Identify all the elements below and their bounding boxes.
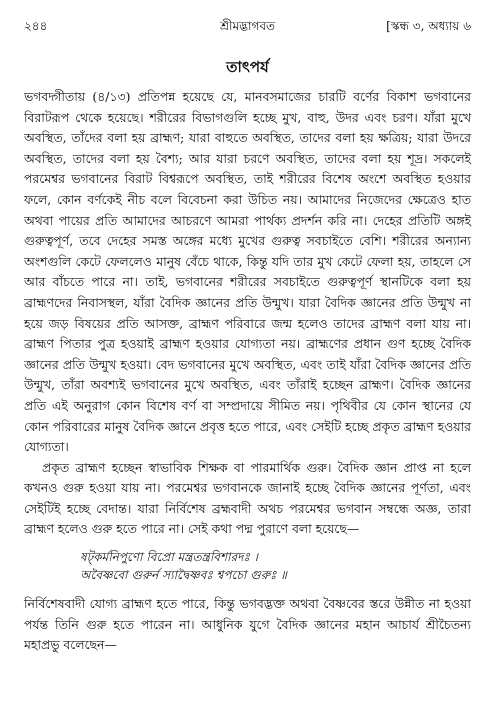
purport-paragraph-1: ভগবদ্গীতায় (৪/১৩) প্রতিপন্ন হয়েছে যে, মানবসমাজের চারটি বর্ণের বিকাশ ভগবানের বিরাটরূপ থেকে হয়েছে। শরীরের বিভাগগুলি হচ্ছে মুখ, বাহু, উদর এবং চরণ। যাঁরা মুখে অবস্থিত, তাঁদের বলা হয় ব্রাহ্মণ; যারা বাহুতে অবস্থিত, তাদের বলা হয় ক্ষত্রিয়; যারা উদরে অবস্থিত, তাদের বলা হয় বৈশ্য; আর যারা চরণে অবস্থিত, তাদের বলা হয় শূদ্র। সকলেই পরমেশ্বর ভগবানের বিরাট বিশ্বরূপে অবস্থিত, তাই শরীরের বিশেষ অংশে অবস্থিত হওয়ার ফলে, কোন বর্ণকেই নীচ বলে বিবেচনা করা উচিত নয়। আমাদের নিজেদের ক্ষেত্রেও হাত অথবা পায়ের প্রতি আমাদের আচরণে আমরা পার্থক্য প্রদর্শন করি না। দেহের প্রতিটি অঙ্গই গুরুত্বপূর্ণ, তবে দেহের সমস্ত অঙ্গের মধ্যে মুখের গুরুত্ব সবচাইতে বেশি। শরীরের অন্যান্য অংশগুলি কেটে ফেললেও মানুষ বেঁচে থাকে, কিন্তু যদি তার মুখ কেটে ফেলা হয়, তাহলে সে আর বাঁচতে পারে না। তাই, ভগবানের শরীরের সবচাইতে গুরুত্বপূর্ণ স্থানটিকে বলা হয় ব্রাহ্মণদের নিবাসস্থল, যাঁরা বৈদিক জ্ঞানের প্রতি উন্মুখ। যারা বৈদিক জ্ঞানের প্রতি উন্মুখ না হয়ে জড় বিষয়ের প্রতি আসক্ত, ব্রাহ্মণ পরিবারে জন্ম হলেও তাদের ব্রাহ্মণ বলা যায় না। ব্রাহ্মণ পিতার পুত্র হওয়াই ব্রাহ্মণ হওয়ার যোগ্যতা নয়। ব্রাহ্মণের প্রধান গুণ হচ্ছে বৈদিক জ্ঞানের প্রতি উন্মুখ হওয়া। বেদ ভগবানের মুখে অবস্থিত, এবং তাই যাঁরা বৈদিক জ্ঞানের প্রতি উন্মুখ, তাঁরা অবশ্যই ভগবানের মুখে অবস্থিত, এবং তাঁরাই হচ্ছেন ব্রাহ্মণ। বৈদিক জ্ঞানের প্রতি এই অনুরাগ কোন বিশেষ বর্ণ বা সম্প্রদায়ে সীমিত নয়। পৃথিবীর যে কোন স্থানের যে কোন পরিবারের মানুষ বৈদিক জ্ঞানে প্রবৃত্ত হতে পারে, এবং সেইটি হচ্ছে প্রকৃত ব্রাহ্মণ হওয়ার যোগ্যতা।	[24, 89, 471, 455]
page-header	[24, 10, 471, 32]
chapter-reference: [স্কন্ধ ৩, অধ্যায় ৬	[386, 19, 471, 33]
verse-line-1: ষট্কর্মনিপুণো বিপ্রো মন্ত্রতন্ত্রবিশারদঃ ।	[80, 550, 258, 565]
purport-paragraph-2: প্রকৃত ব্রাহ্মণ হচ্ছেন স্বাভাবিক শিক্ষক বা পারমার্থিক গুরু। বৈদিক জ্ঞান প্রাপ্ত না হলে কখনও গুরু হওয়া যায় না। পরমেশ্বর ভগবানকে জানাই হচ্ছে বৈদিক জ্ঞানের পূর্ণতা, এবং সেইটিই হচ্ছে বেদান্ত। যারা নির্বিশেষ ব্রহ্মবাদী অথচ পরমেশ্বর ভগবান সম্বন্ধে অজ্ঞ, তারা ব্রাহ্মণ হলেও গুরু হতে পারে না। সেই কথা পদ্ম পুরাণে বলা হয়েছে—	[24, 459, 471, 537]
book-title: শ্রীমদ্ভাগবত	[219, 19, 276, 33]
sanskrit-verse	[80, 548, 471, 584]
page-number: ২৪৪	[24, 19, 48, 33]
verse-line-2: অবৈষ্ণবো গুরুর্ন স্যাদ্বৈষ্ণবঃ শ্বপচো গুরুঃ ॥	[80, 568, 287, 583]
section-heading: তাৎপর্য	[226, 58, 269, 76]
purport-paragraph-3: নির্বিশেষবাদী যোগ্য ব্রাহ্মণ হতে পারে, কিন্তু ভগবদ্ভক্ত অথবা বৈষ্ণবের স্তরে উন্নীত না হওয়া পর্যন্ত তিনি গুরু হতে পারেন না। আধুনিক যুগে বৈদিক জ্ঞানের মহান আচার্য শ্রীচৈতন্য মহাপ্রভু বলেছেন—	[24, 596, 471, 653]
